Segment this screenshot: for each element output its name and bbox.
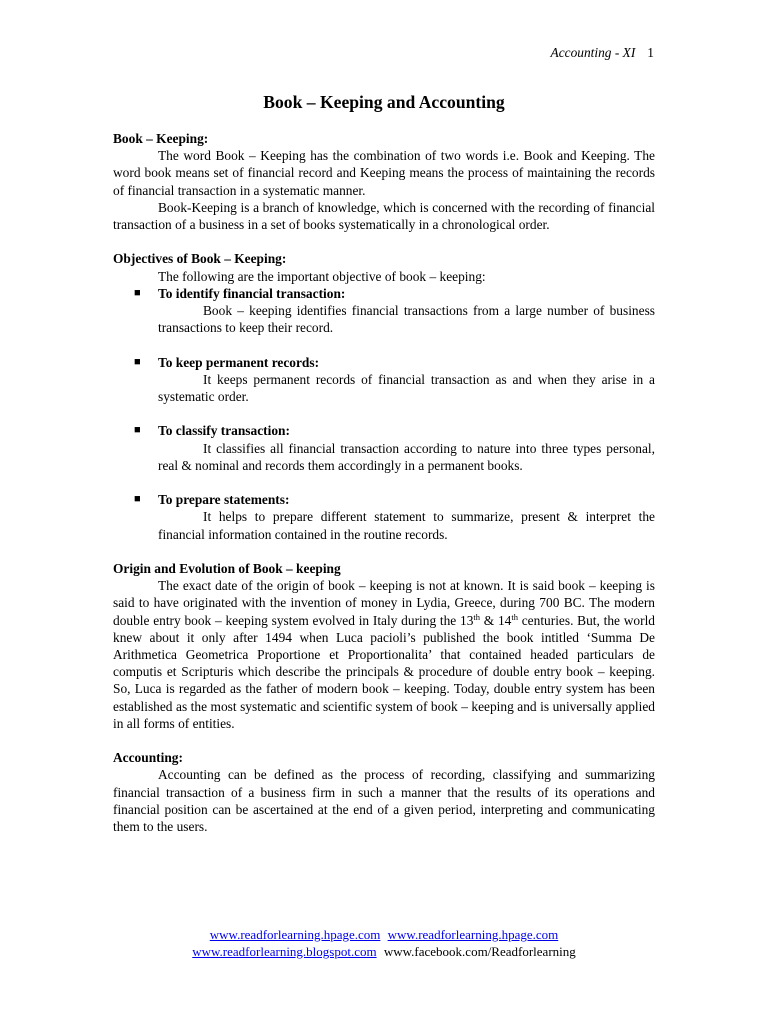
bullet-title: To keep permanent records: xyxy=(158,354,320,370)
footer-link[interactable]: www.readforlearning.hpage.com xyxy=(387,927,559,942)
objectives-intro: The following are the important objective of book – keeping: xyxy=(158,268,486,284)
list-item xyxy=(113,285,655,302)
bullet-title: To prepare statements: xyxy=(158,492,290,508)
bookkeeping-paragraph-2: Book-Keeping is a branch of knowledge, which is concerned with the recording of financial transaction of a business in a set of books systematically in a chronological order. xyxy=(113,199,655,233)
accounting-paragraph: Accounting can be defined as the process of recording, classifying and summarizing financial transaction of a business firm in such a manner that the results of its operations and financial position can be ascertained at the end of a given period, interpreting and communicating them to the users. xyxy=(113,767,655,835)
footer-link[interactable]: www.readforlearning.hpage.com xyxy=(209,927,381,942)
page-title: Book – Keeping and Accounting xyxy=(263,92,505,112)
running-title: Accounting - XI xyxy=(550,45,636,60)
bullet-icon: ■ xyxy=(134,424,141,437)
section-heading-bookkeeping: Book – Keeping: xyxy=(113,131,209,146)
document-body xyxy=(113,130,655,835)
list-item xyxy=(113,491,655,508)
footer-line-2 xyxy=(0,943,768,960)
bullet-body: Book – keeping identifies financial transactions from a large number of business transactions to keep their record. xyxy=(158,303,655,336)
origin-text-2: & 14 xyxy=(480,612,512,628)
origin-paragraph xyxy=(113,577,655,732)
bullet-body: It keeps permanent records of financial transaction as and when they arise in a systematic order. xyxy=(158,371,655,405)
bullet-icon: ■ xyxy=(134,286,141,299)
bullet-body: It classifies all financial transaction according to nature into three types personal, real & nominal and records them accordingly in a permanent books. xyxy=(158,440,655,473)
page-footer xyxy=(0,926,768,960)
bullet-title: To classify transaction: xyxy=(158,423,290,439)
bullet-icon: ■ xyxy=(134,493,141,506)
footer-link[interactable]: www.readforlearning.blogspot.com xyxy=(192,944,377,959)
superscript-th: th xyxy=(473,611,481,622)
bullet-icon: ■ xyxy=(134,355,141,368)
bookkeeping-paragraph-1: The word Book – Keeping has the combination of two words i.e. Book and Keeping. The word book means set of financial record and Keeping means the process of maintaining the records of financial transaction in a systematic manner. xyxy=(113,148,655,198)
bullet-title: To identify financial transaction: xyxy=(158,285,346,301)
superscript-th: th xyxy=(511,611,518,622)
footer-line-1 xyxy=(0,926,768,943)
footer-facebook-text: www.facebook.com/Readforlearning xyxy=(383,944,576,959)
list-item xyxy=(113,422,655,439)
section-heading-accounting: Accounting: xyxy=(113,750,183,766)
origin-text-1: The exact date of the origin of book – keeping is not at known. It is said book – keeping is said to have originated with the invention of money in Lydia, Greece, during 700 BC. The modern double entry book – keeping system evolved in Italy during the 13 xyxy=(113,578,655,628)
list-item xyxy=(113,354,655,371)
section-heading-objectives: Objectives of Book – Keeping: xyxy=(113,251,287,267)
page-number: 1 xyxy=(647,45,654,60)
running-header xyxy=(551,44,654,61)
origin-text-3: centuries. But, the world knew about it only after 1494 when Luca pacioli’s published the book intitled ‘Summa De Arithmetica Geometrica Proportione et Proportionalita’ that contained headed particulars de computis et Scripturis which describe the principals & procedure of double entry book – keeping. So, Luca is regarded as the father of modern book – keeping. Today, double entry system has been established as the most systematic and scientific system of book – keeping and is universally applied in all forms of entities. xyxy=(113,612,655,731)
section-heading-origin: Origin and Evolution of Book – keeping xyxy=(113,561,341,576)
bullet-body: It helps to prepare different statement to summarize, present & interpret the financial information contained in the routine records. xyxy=(158,509,655,542)
